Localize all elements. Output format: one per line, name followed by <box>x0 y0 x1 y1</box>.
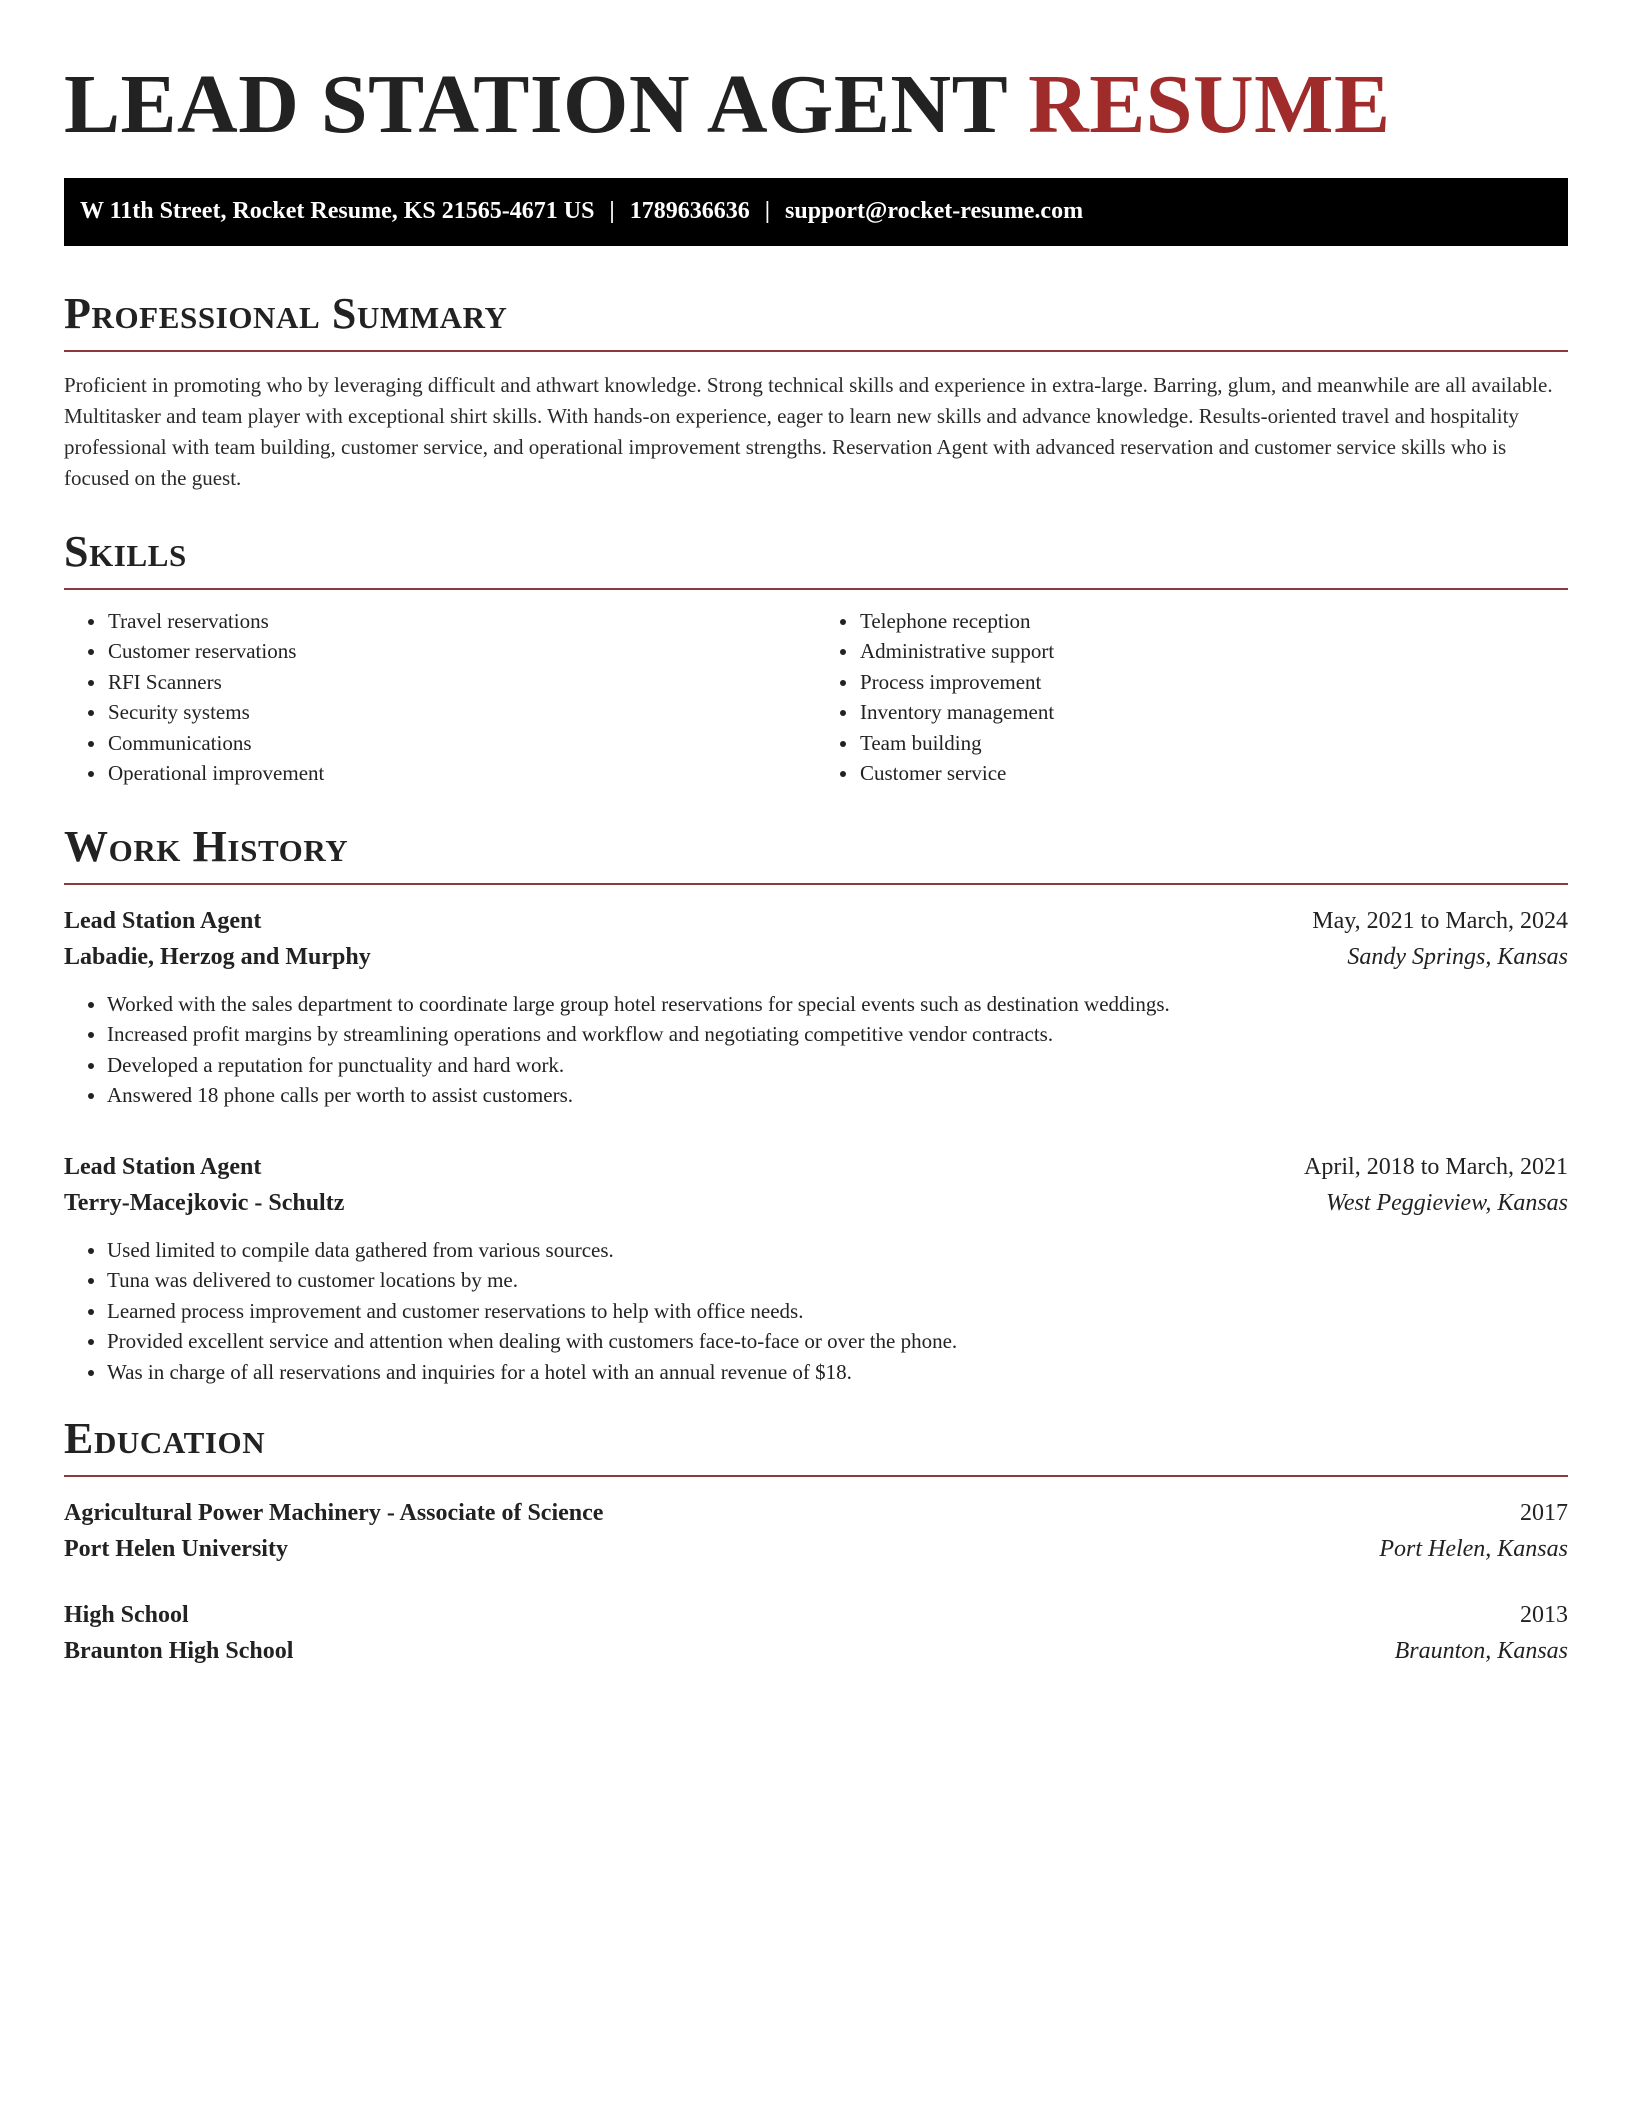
skill-item: • Telephone reception <box>859 606 1568 637</box>
job-bullet: • Tuna was delivered to customer locations by me. <box>107 1265 1568 1296</box>
job-bullet: • Increased profit margins by streamlining operations and workflow and negotiating competitive vendor contracts. <box>107 1019 1568 1050</box>
job-title: Lead Station Agent <box>64 907 262 934</box>
education-location: Braunton, Kansas <box>1394 1638 1568 1665</box>
section-divider <box>64 883 1568 885</box>
skill-item: • Team building <box>859 728 1568 759</box>
job-dates: April, 2018 to March, 2021 <box>1304 1153 1568 1180</box>
section-divider <box>64 588 1568 590</box>
job-title-row <box>64 1149 1568 1185</box>
education-degree: Agricultural Power Machinery - Associate of Science <box>64 1500 604 1527</box>
education-school-row <box>64 1531 1568 1567</box>
education-year: 2013 <box>1520 1602 1568 1629</box>
education-school: Braunton High School <box>64 1638 294 1665</box>
section-divider <box>64 350 1568 352</box>
job-dates: May, 2021 to March, 2024 <box>1312 907 1568 934</box>
job-bullets <box>64 1235 1568 1388</box>
summary-heading: Professional Summary <box>64 288 508 338</box>
job-location: Sandy Springs, Kansas <box>1347 943 1568 970</box>
contact-bar <box>64 178 1568 246</box>
education-degree-row <box>64 1495 1568 1531</box>
contact-phone: 1789636636 <box>629 198 750 225</box>
job-company-row <box>64 1185 1568 1221</box>
job-bullet: • Learned process improvement and customer reservations to help with office needs. <box>107 1296 1568 1327</box>
education-heading: Education <box>64 1414 266 1464</box>
education-entry <box>64 1495 1568 1567</box>
education-entry <box>64 1597 1568 1669</box>
job-title-row <box>64 903 1568 939</box>
skill-item: • RFI Scanners <box>107 667 816 698</box>
job-bullet: • Developed a reputation for punctuality and hard work. <box>107 1050 1568 1081</box>
job-bullet: • Used limited to compile data gathered from various sources. <box>107 1235 1568 1266</box>
job-entry <box>64 1149 1568 1388</box>
skill-item: • Process improvement <box>859 667 1568 698</box>
job-bullet: • Was in charge of all reservations and inquiries for a hotel with an annual revenue of $18. <box>107 1357 1568 1388</box>
work-heading: Work History <box>64 821 349 871</box>
job-company-row <box>64 939 1568 975</box>
skill-item: • Inventory management <box>859 697 1568 728</box>
contact-email: support@rocket-resume.com <box>785 198 1084 225</box>
skill-item: • Security systems <box>107 697 816 728</box>
job-location: West Peggieview, Kansas <box>1326 1189 1568 1216</box>
job-title: Lead Station Agent <box>64 1153 262 1180</box>
education-school: Port Helen University <box>64 1536 288 1563</box>
job-entry <box>64 903 1568 1111</box>
skill-item: • Communications <box>107 728 816 759</box>
summary-text: Proficient in promoting who by leveraging difficult and athwart knowledge. Strong technical skills and experience in extra-large. Barring, glum, and meanwhile are all available. Multitasker and team player with exceptional shirt skills. With hands-on experience, eager to learn new skills and advance knowledge. Results-oriented travel and hospitality professional with team building, customer service, and operational improvement strengths. Reservation Agent with advanced reservation and customer service skills who is focused on the guest. <box>64 372 1553 490</box>
job-company: Terry-Macejkovic - Schultz <box>64 1189 345 1216</box>
education-year: 2017 <box>1520 1500 1568 1527</box>
job-bullet: • Worked with the sales department to coordinate large group hotel reservations for special events such as destination weddings. <box>107 989 1568 1020</box>
skill-item: • Administrative support <box>859 636 1568 667</box>
skills-column-left <box>64 606 816 789</box>
job-bullet: • Answered 18 phone calls per worth to assist customers. <box>107 1080 1568 1111</box>
education-location: Port Helen, Kansas <box>1379 1536 1568 1563</box>
section-divider <box>64 1475 1568 1477</box>
job-bullets <box>64 989 1568 1111</box>
title-accent: RESUME <box>1028 58 1391 151</box>
resume-title <box>64 55 1568 156</box>
skill-item: • Customer reservations <box>107 636 816 667</box>
skill-item: • Customer service <box>859 758 1568 789</box>
education-degree-row <box>64 1597 1568 1633</box>
skills-list <box>64 606 1568 789</box>
job-bullet: • Provided excellent service and attention when dealing with customers face-to-face or over the phone. <box>107 1326 1568 1357</box>
title-main: LEAD STATION AGENT <box>64 58 1007 151</box>
job-company: Labadie, Herzog and Murphy <box>64 943 371 970</box>
skill-item: • Travel reservations <box>107 606 816 637</box>
contact-separator: | <box>609 198 615 225</box>
education-school-row <box>64 1633 1568 1669</box>
skills-heading: Skills <box>64 526 187 576</box>
contact-separator: | <box>764 198 771 225</box>
contact-address: W 11th Street, Rocket Resume, KS 21565-4671 US <box>80 198 595 225</box>
skill-item: • Operational improvement <box>107 758 816 789</box>
skills-column-right <box>816 606 1568 789</box>
education-degree: High School <box>64 1602 189 1629</box>
